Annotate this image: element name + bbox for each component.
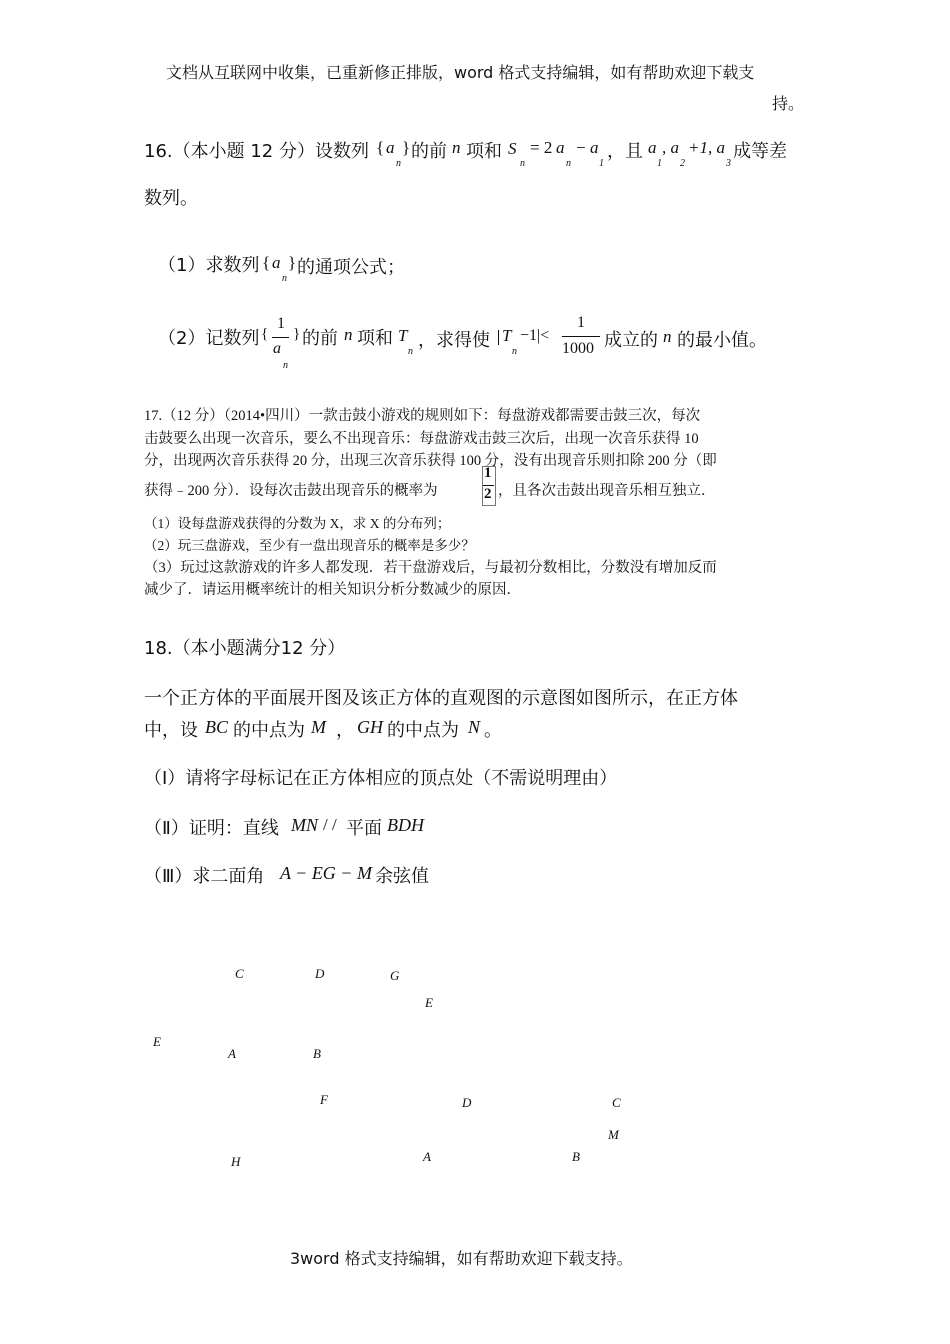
q16-part2-brace-open: { [261, 326, 269, 342]
q16-part1-prefix: （1）求数列 [158, 255, 260, 276]
q16-part2-frac-line2 [562, 336, 600, 337]
label-E-net-right: E [425, 995, 433, 1010]
label-D-net: D [315, 966, 325, 981]
q16-part2-one: 1 [277, 315, 285, 332]
q16-n: n [452, 138, 461, 157]
q16-part2-suffix: 成立的 [604, 330, 658, 351]
q16-S: S [508, 139, 517, 158]
q16-text-qie: ，且 [607, 141, 643, 162]
q17-part3b: 减少了．请运用概率统计的相关知识分析分数减少的原因． [144, 582, 521, 598]
q18-part1: （Ⅰ）请将字母标记在正方体相应的顶点处（不需说明理由） [144, 768, 618, 789]
q16-a2-sub: n [566, 158, 571, 169]
label-B-cube: B [572, 1149, 580, 1164]
q17-part2: （2）玩三盘游戏，至少有一盘出现音乐的概率是多少？ [144, 538, 475, 553]
q16-part2-sub: n [283, 360, 288, 371]
q18-BDH: BDH [387, 815, 424, 835]
q16-eq: = 2 [530, 138, 553, 157]
q16-minus: − [576, 138, 586, 157]
q16-part2-T2: T [502, 326, 512, 345]
label-B-net: B [313, 1046, 321, 1061]
label-F-net: F [320, 1092, 328, 1107]
q16-part1-brace-close: } [288, 253, 297, 272]
q16-seq-plus1: +1, a [688, 138, 725, 157]
q18-title: 18.（本小题满分12 分） [144, 638, 346, 659]
q16-part2-prefix: （2）记数列 [158, 328, 260, 349]
q16-S-sub: n [520, 158, 525, 169]
q16-part1-a: a [272, 253, 281, 272]
q17-frac-num: 1 [484, 465, 492, 481]
label-A-net: A [228, 1046, 236, 1061]
q16-a2: a [556, 138, 565, 157]
q17-line2: 击鼓要么出现一次音乐，要么不出现音乐：每盘游戏击鼓三次后，出现一次音乐获得 10 [144, 431, 699, 447]
q16-frac-num: 1 [577, 314, 585, 331]
q16-part2-T: T [398, 326, 408, 345]
q17-part3: （3）玩过这款游戏的许多人都发现．若干盘游戏后，与最初分数相比，分数没有增加反而 [144, 560, 717, 576]
q18-MN: MN [291, 815, 318, 835]
q16-text-qian: 的前 [411, 141, 447, 162]
q16-part2-mid2: 项和 [357, 328, 393, 349]
q18-line2d: 的中点为 [387, 720, 459, 741]
label-D-cube: D [462, 1095, 472, 1110]
label-C-net: C [235, 966, 244, 981]
q18-part2a: （Ⅱ）证明：直线 [144, 818, 279, 839]
q16-abs-expr: −1|< [520, 327, 550, 344]
q18-parallel: / / [323, 815, 337, 834]
header-line-2: 持。 [772, 94, 805, 113]
q16-seq-sub2: 2 [680, 158, 685, 169]
q17-line3: 分，出现两次音乐获得 20 分，出现三次音乐获得 100 分，没有出现音乐则扣除 200 分（即 [144, 453, 717, 469]
q16-brace-close: } [402, 138, 411, 157]
label-G-net: G [390, 968, 400, 983]
q16-part2-T-sub: n [408, 346, 413, 357]
q16-a: a [386, 138, 395, 157]
q16-part2-a: a [273, 340, 281, 357]
label-M-cube: M [608, 1127, 619, 1142]
q18-GH: GH [357, 717, 383, 737]
q18-line1: 一个正方体的平面展开图及该正方体的直观图的示意图如图所示，在正方体 [144, 688, 738, 709]
q17-frac-den: 2 [484, 486, 492, 502]
q16-sub-n: n [396, 158, 401, 169]
q17-line4a: 获得﹣200 分）．设每次击鼓出现音乐的概率为 [144, 483, 438, 499]
q16-seq-sub3: 3 [726, 158, 731, 169]
q17-line4b: ，且各次击鼓出现音乐相互独立． [498, 483, 716, 499]
q18-line2e: 。 [484, 720, 502, 741]
q16-part2-frac-line [272, 337, 289, 338]
label-E-net-left: E [153, 1034, 161, 1049]
q16-part2-n2: n [663, 327, 672, 346]
q17-line1: 17.（12 分）（2014•四川）一款击鼓小游戏的规则如下：每盘游戏都需要击鼓三次，每次 [144, 408, 701, 424]
q16-text-chengdengcha: 成等差 [733, 141, 787, 162]
q16-brace-open: { [376, 138, 385, 157]
q16-a3: a [590, 138, 599, 157]
q16-part2-T2-sub: n [512, 346, 517, 357]
q16-line2: 数列。 [144, 188, 198, 209]
q18-line2a: 中，设 [144, 720, 198, 741]
footer: 3word 格式支持编辑，如有帮助欢迎下载支持。 [290, 1249, 633, 1268]
q17-part1: （1）设每盘游戏获得的分数为 X，求 X 的分布列； [144, 516, 451, 531]
q18-part2c: 平面 [346, 818, 382, 839]
q16-abs-bar [498, 330, 499, 345]
q16-part2-brace-close: } [293, 326, 301, 342]
q16-part2-n: n [344, 325, 353, 344]
label-A-cube: A [423, 1149, 431, 1164]
q16-part2-end: 的最小值。 [677, 330, 767, 351]
q16-a3-sub: 1 [599, 158, 604, 169]
q18-M: M [311, 717, 326, 737]
q18-BC: BC [205, 717, 229, 737]
q16-part2-mid: 的前 [302, 328, 338, 349]
q16-seq-a2: , a [662, 138, 679, 157]
q18-part3b: 余弦值 [375, 866, 429, 887]
q16-frac-den: 1000 [562, 340, 594, 357]
q18-line2b: 的中点为 [233, 720, 305, 741]
q16-part1-suffix: 的通项公式； [297, 257, 405, 278]
header-line-1: 文档从互联网中收集，已重新修正排版，word 格式支持编辑，如有帮助欢迎下载支 [166, 63, 755, 82]
q18-N: N [468, 717, 481, 737]
q16-seq-a1: a [648, 138, 657, 157]
label-C-cube: C [612, 1095, 621, 1110]
q18-part3a: （Ⅲ）求二面角 [144, 866, 265, 887]
q18-angle: A − EG − M [280, 863, 372, 883]
q16-part1-sub: n [282, 273, 287, 284]
q16-number: 16.（本小题 12 分）设数列 [144, 141, 369, 162]
q18-line2c: ， [336, 720, 354, 741]
q16-part2-mid3: ，求得使 [418, 330, 490, 351]
q16-part1-brace-open: { [262, 253, 271, 272]
q16-seq-sub1: 1 [657, 158, 662, 169]
q16-text-xianghe: 项和 [466, 141, 502, 162]
label-H-net: H [231, 1154, 241, 1169]
